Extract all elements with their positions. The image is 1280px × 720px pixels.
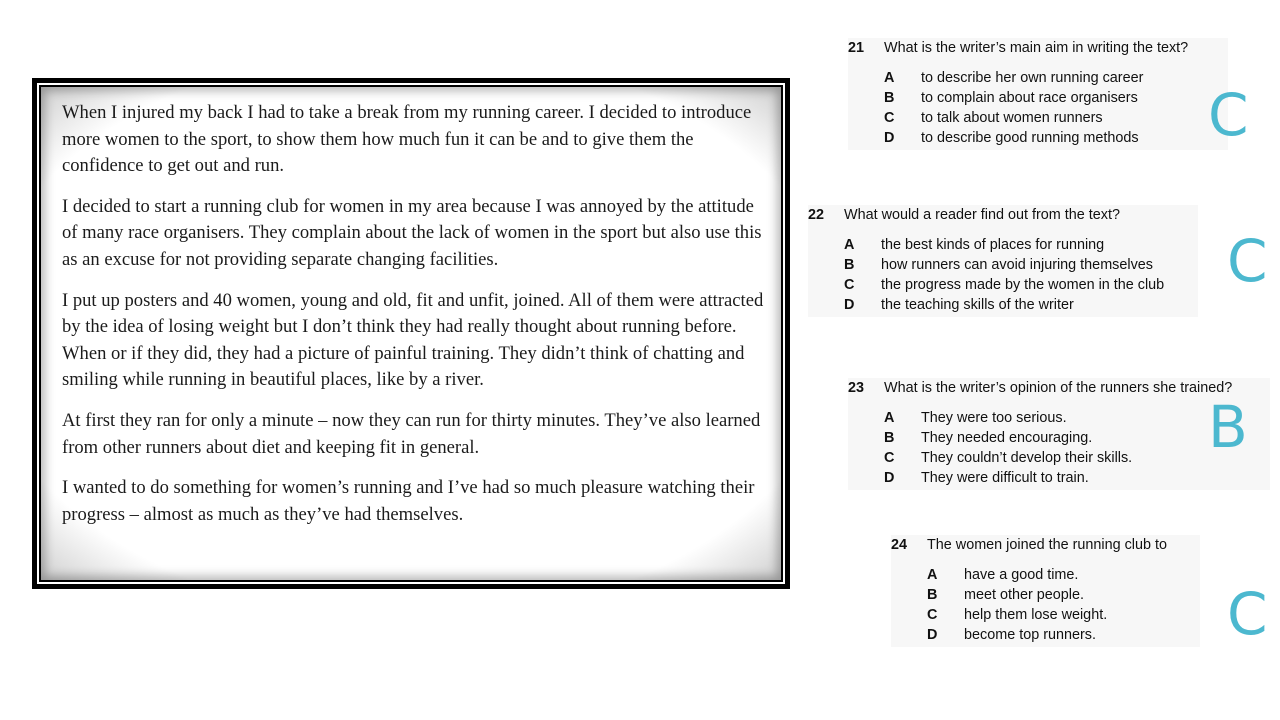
passage-paragraph-4: At first they ran for only a minute – now they can run for thirty minutes. They’ve also learned from other runners about diet and keeping fit in general. — [62, 409, 761, 458]
question-text: What is the writer’s main aim in writing the text? — [884, 40, 1189, 56]
reading-passage — [39, 85, 783, 582]
option-text: They were too serious. — [921, 410, 1067, 426]
option-b — [884, 88, 1228, 108]
question-number: 22 — [808, 207, 825, 223]
option-text: the best kinds of places for running — [881, 237, 1105, 253]
passage-paragraph-1: When I injured my back I had to take a break from my running career. I decided to introduce more women to the sport, to show them how much fun it can be and to give them the confidence to get out and run. — [62, 102, 752, 177]
option-text: to talk about women runners — [921, 110, 1103, 126]
answer-21: C — [1208, 81, 1249, 149]
option-letter: A — [884, 410, 895, 426]
answer-22: C — [1227, 227, 1268, 295]
option-letter: D — [884, 470, 895, 486]
question-text: What is the writer’s opinion of the runners she trained? — [884, 380, 1233, 396]
option-text: to complain about race organisers — [921, 90, 1138, 106]
question-text: What would a reader find out from the text? — [844, 207, 1120, 223]
option-text: help them lose weight. — [964, 607, 1108, 623]
option-text: meet other people. — [964, 587, 1085, 603]
option-letter: A — [927, 567, 938, 583]
option-text: the progress made by the women in the club — [881, 277, 1165, 293]
option-text: become top runners. — [964, 627, 1096, 643]
option-d — [927, 625, 1200, 645]
option-text: to describe her own running career — [921, 70, 1144, 86]
question-number: 21 — [848, 40, 865, 56]
option-text: They couldn’t develop their skills. — [921, 450, 1133, 466]
option-letter: C — [884, 450, 895, 466]
option-text: to describe good running methods — [921, 130, 1139, 146]
option-letter: B — [884, 430, 895, 446]
option-text: have a good time. — [964, 567, 1079, 583]
question-number: 24 — [891, 537, 908, 553]
question-23 — [848, 378, 1270, 490]
option-letter: B — [844, 257, 855, 273]
option-a — [844, 235, 1198, 255]
question-21 — [848, 38, 1228, 150]
option-text: They needed encouraging. — [921, 430, 1093, 446]
option-letter: B — [884, 90, 895, 106]
answer-24: C — [1227, 580, 1268, 648]
option-text: how runners can avoid injuring themselves — [881, 257, 1153, 273]
passage-paragraph-5: I wanted to do something for women’s running and I’ve had so much pleasure watching their progress – almost as much as they’ve had themselves. — [62, 477, 755, 525]
option-d — [844, 295, 1198, 315]
option-letter: C — [927, 607, 938, 623]
option-letter: C — [884, 110, 895, 126]
option-text: They were difficult to train. — [921, 470, 1089, 486]
reading-passage-inner-border — [37, 83, 785, 584]
option-letter: C — [844, 277, 855, 293]
option-b — [844, 255, 1198, 275]
option-a — [927, 565, 1200, 585]
reading-passage-frame — [32, 78, 790, 589]
option-a — [884, 68, 1228, 88]
question-number: 23 — [848, 380, 865, 396]
option-c — [884, 108, 1228, 128]
option-d — [884, 468, 1270, 488]
question-24 — [891, 535, 1200, 647]
question-text: The women joined the running club to — [927, 537, 1167, 553]
option-c — [927, 605, 1200, 625]
question-22 — [808, 205, 1198, 317]
passage-paragraph-3: I put up posters and 40 women, young and old, fit and unfit, joined. All of them were attracted by the idea of losing weight but I don’t think they had really thought about running before. When or if they did, they had a picture of painful training. They didn’t think of chatting and smiling while running in beautiful places, like by a river. — [62, 289, 764, 391]
option-letter: D — [927, 627, 938, 643]
option-letter: D — [844, 297, 855, 313]
option-letter: B — [927, 587, 938, 603]
passage-paragraph-2: I decided to start a running club for women in my area because I was annoyed by the attitude of many race organisers. They complain about the lack of women in the sport but also use this as an excuse for not providing separate changing facilities. — [62, 195, 762, 270]
option-letter: A — [884, 70, 895, 86]
option-letter: A — [844, 237, 855, 253]
answer-23: B — [1208, 393, 1248, 461]
option-d — [884, 128, 1228, 148]
option-letter: D — [884, 130, 895, 146]
option-c — [844, 275, 1198, 295]
option-text: the teaching skills of the writer — [881, 297, 1074, 313]
option-b — [927, 585, 1200, 605]
